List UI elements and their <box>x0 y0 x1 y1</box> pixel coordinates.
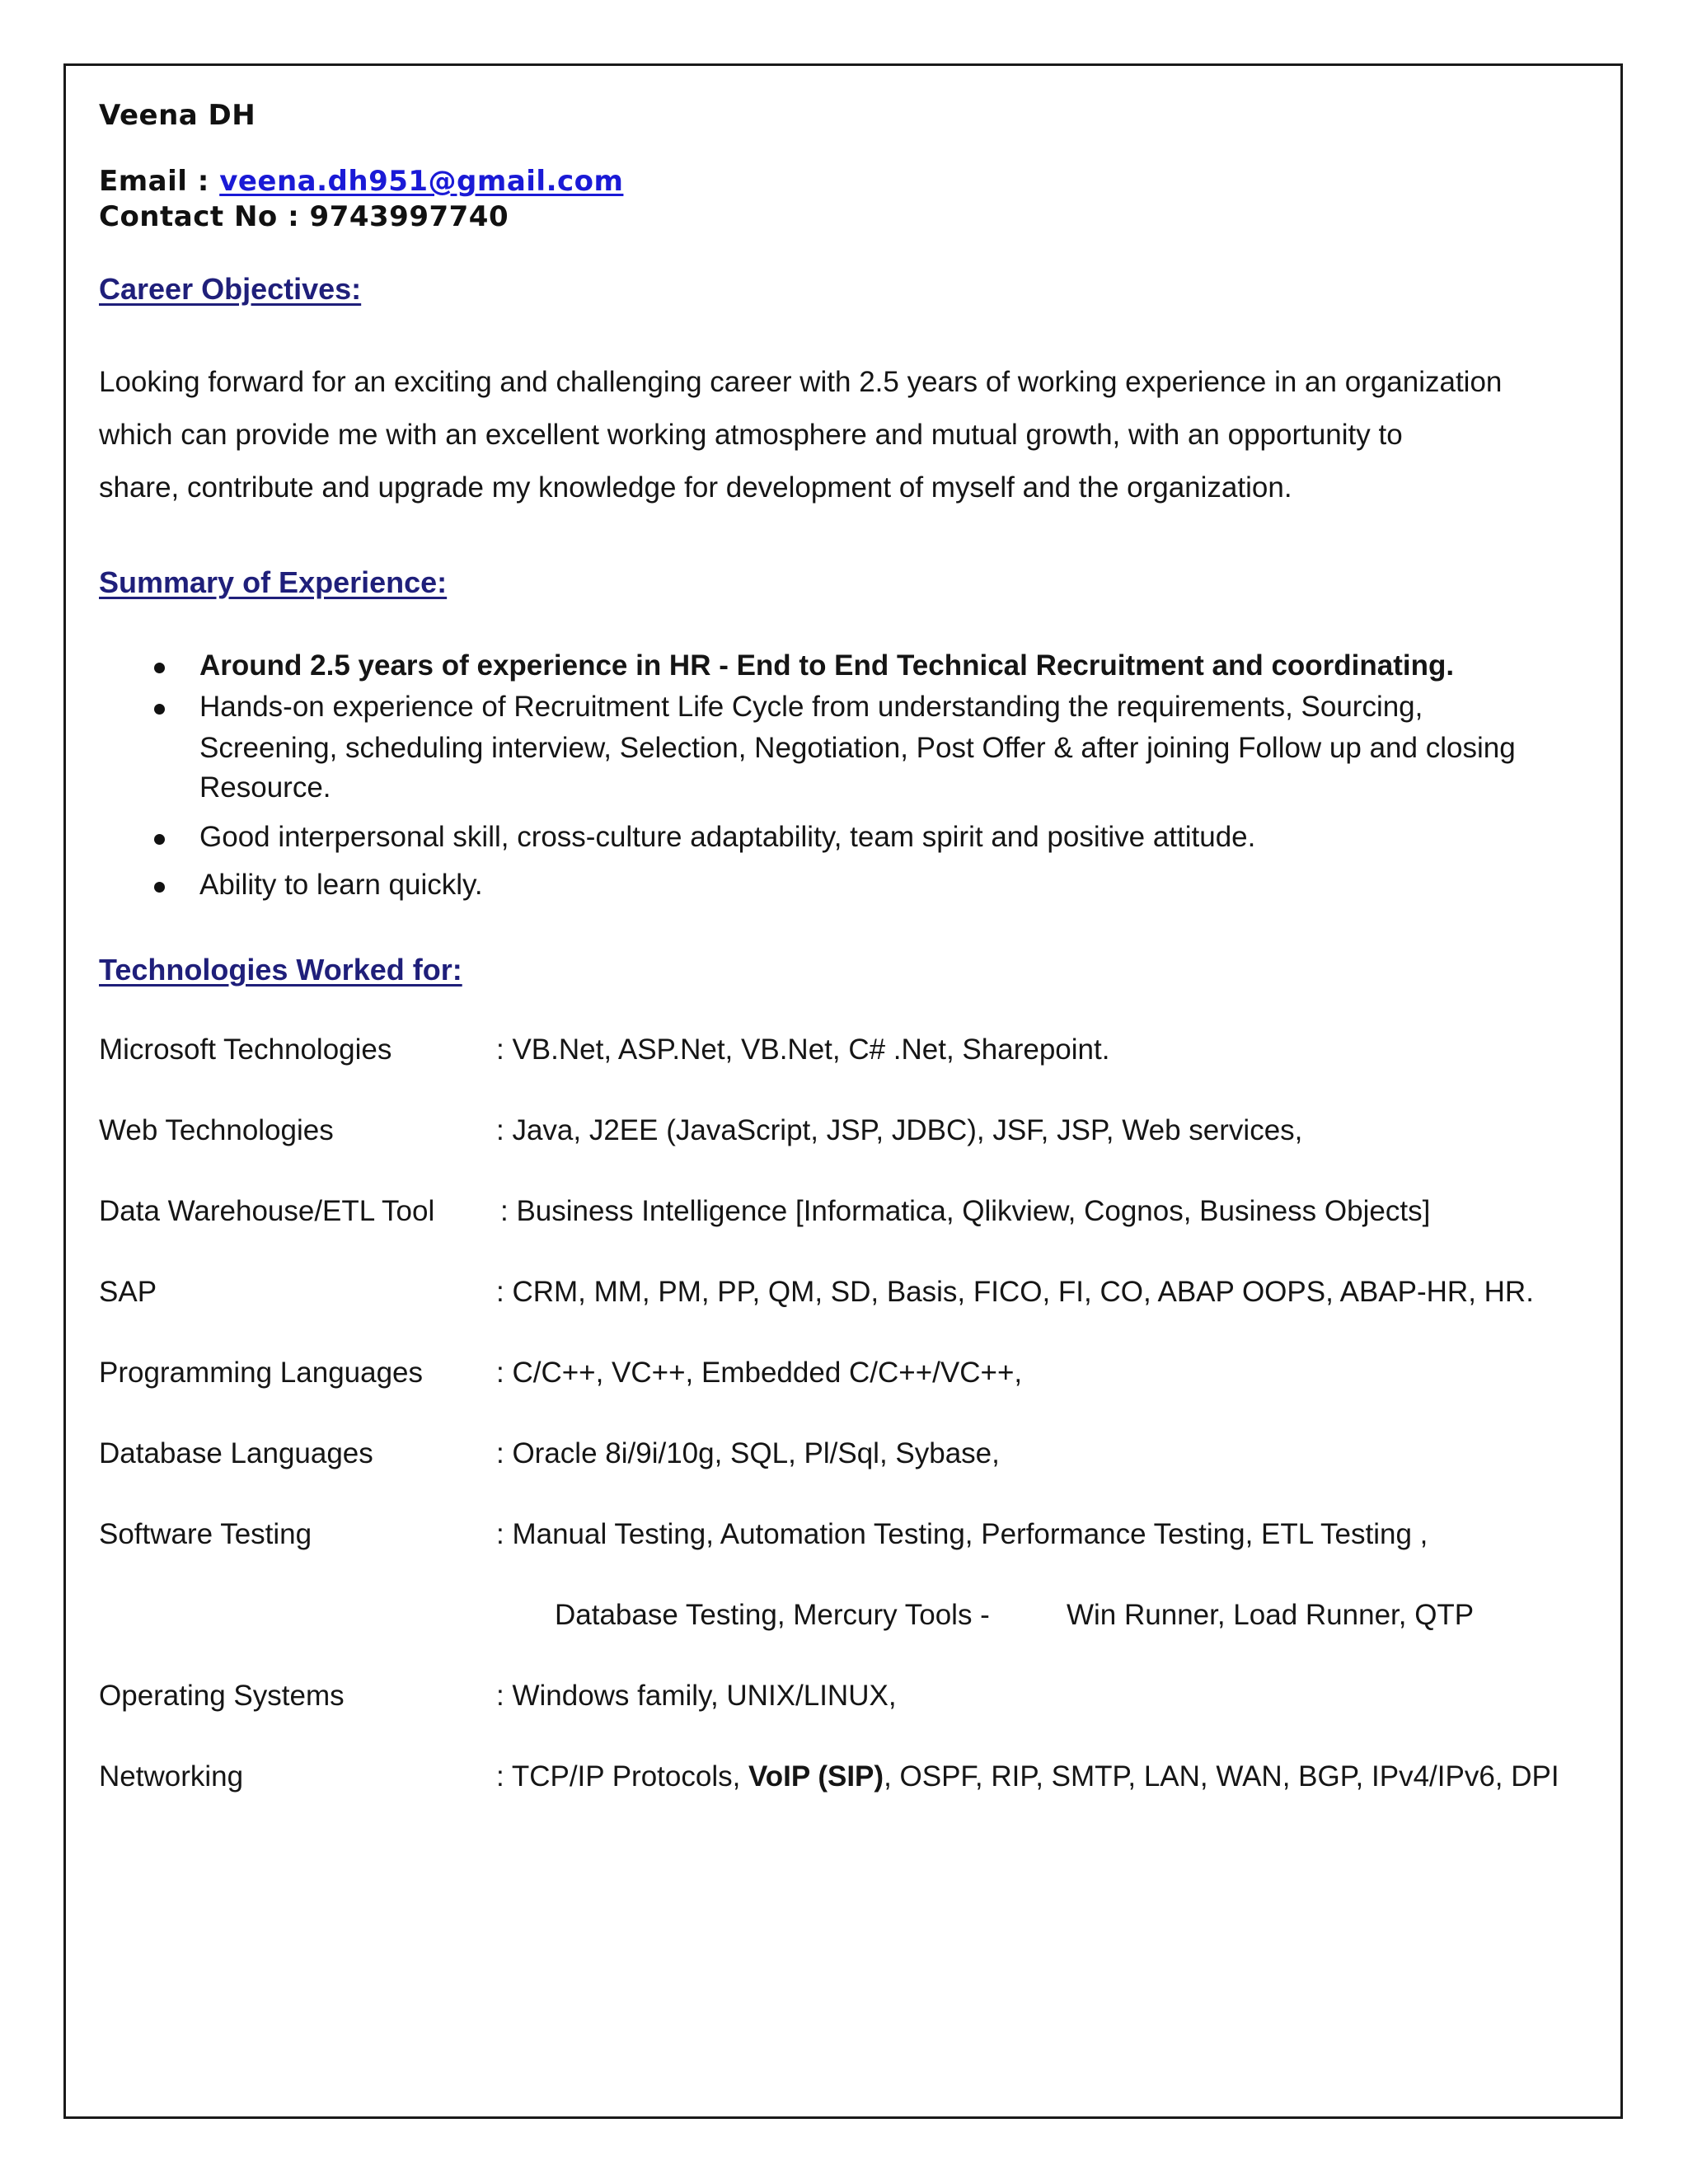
tech-label-software-testing: Software Testing <box>99 1518 312 1550</box>
tech-value-microsoft: : VB.Net, ASP.Net, VB.Net, C# .Net, Sharepoint. <box>496 1033 1110 1066</box>
tech-value-sap: : CRM, MM, PM, PP, QM, SD, Basis, FICO, FI, CO, ABAP OOPS, ABAP-HR, HR. <box>496 1276 1534 1308</box>
bullet-icon <box>154 704 165 715</box>
tech-value-networking <box>496 1760 1559 1793</box>
tech-value-data-warehouse: : Business Intelligence [Informatica, Qlikview, Cognos, Business Objects] <box>500 1195 1431 1227</box>
tech-value-operating-systems: : Windows family, UNIX/LINUX, <box>496 1680 897 1712</box>
summary-heading: Summary of Experience: <box>99 565 448 599</box>
tech-label-networking: Networking <box>99 1760 244 1793</box>
summary-item-2-line-3: Resource. <box>199 771 331 804</box>
tech-value-database: : Oracle 8i/9i/10g, SQL, Pl/Sql, Sybase, <box>496 1437 1000 1469</box>
tech-label-database: Database Languages <box>99 1437 373 1469</box>
summary-item-2-line-2: Screening, scheduling interview, Selection, Negotiation, Post Offer & after joining Follow up and closing <box>199 732 1516 764</box>
networking-value-bold: VoIP (SIP) <box>748 1760 884 1793</box>
summary-item-2-line-1: Hands-on experience of Recruitment Life Cycle from understanding the requirements, Sourcing, <box>199 691 1423 723</box>
networking-value-pre: : TCP/IP Protocols, <box>496 1760 749 1793</box>
tech-label-operating-systems: Operating Systems <box>99 1680 345 1712</box>
career-line-2: which can provide me with an excellent working atmosphere and mutual growth, with an opportunity to <box>99 419 1403 451</box>
bullet-icon <box>154 663 165 673</box>
bullet-icon <box>154 882 165 893</box>
tech-value-software-testing-cont-1: Database Testing, Mercury Tools - <box>555 1599 990 1631</box>
email-link[interactable]: veena.dh951@gmail.com <box>219 165 624 198</box>
summary-item-4: Ability to learn quickly. <box>199 869 483 901</box>
summary-item-3: Good interpersonal skill, cross-culture adaptability, team spirit and positive attitude. <box>199 821 1256 853</box>
bullet-icon <box>154 834 165 845</box>
tech-label-data-warehouse: Data Warehouse/ETL Tool <box>99 1195 435 1227</box>
summary-item-1: Around 2.5 years of experience in HR - End to End Technical Recruitment and coordinating. <box>199 649 1455 682</box>
email-label: Email : <box>99 165 220 198</box>
contact-line <box>99 200 509 233</box>
email-line <box>99 165 623 198</box>
contact-number: 9743997740 <box>309 200 509 233</box>
tech-label-microsoft: Microsoft Technologies <box>99 1033 392 1066</box>
candidate-name: Veena DH <box>99 99 256 132</box>
career-line-1: Looking forward for an exciting and challenging career with 2.5 years of working experience in an organization <box>99 366 1503 398</box>
career-objectives-heading: Career Objectives: <box>99 272 362 306</box>
technologies-heading: Technologies Worked for: <box>99 953 462 987</box>
tech-label-sap: SAP <box>99 1276 157 1308</box>
career-line-3: share, contribute and upgrade my knowledge for development of myself and the organization. <box>99 471 1292 504</box>
networking-value-post: , OSPF, RIP, SMTP, LAN, WAN, BGP, IPv4/IPv6, DPI <box>884 1760 1559 1793</box>
contact-label: Contact No : <box>99 200 310 233</box>
tech-value-software-testing-cont-2: Win Runner, Load Runner, QTP <box>1067 1599 1475 1631</box>
tech-value-programming: : C/C++, VC++, Embedded C/C++/VC++, <box>496 1357 1023 1389</box>
tech-value-software-testing: : Manual Testing, Automation Testing, Performance Testing, ETL Testing , <box>496 1518 1428 1550</box>
tech-label-web: Web Technologies <box>99 1114 334 1146</box>
tech-value-web: : Java, J2EE (JavaScript, JSP, JDBC), JSF, JSP, Web services, <box>496 1114 1303 1146</box>
tech-label-programming: Programming Languages <box>99 1357 424 1389</box>
